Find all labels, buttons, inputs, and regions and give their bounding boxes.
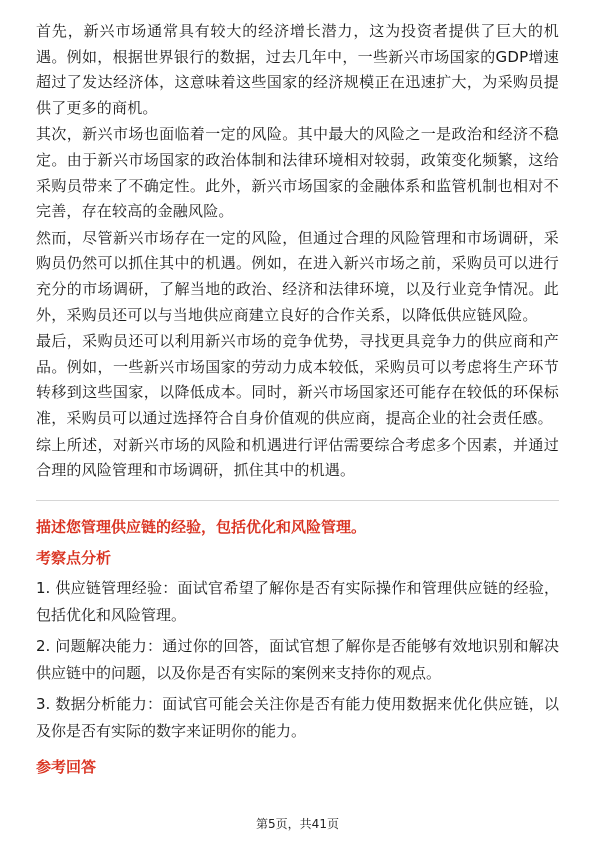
section-divider <box>36 500 559 501</box>
body-paragraph: 综上所述，对新兴市场的风险和机遇进行评估需要综合考虑多个因素，并通过合理的风险管理和市场调研，抓住其中的机遇。 <box>36 435 559 480</box>
body-paragraph: 最后，采购员还可以利用新兴市场的竞争优势，寻找更具竞争力的供应商和产品。例如，一些新兴市场国家的劳动力成本较低，采购员可以考虑将生产环节转移到这些国家，以降低成本。同时，新兴市场国家还可能存在较低的环保标准，采购员可以通过选择符合自身价值观的供应商，提高企业的社会责任感。 <box>36 332 559 427</box>
body-paragraph: 然而，尽管新兴市场存在一定的风险，但通过合理的风险管理和市场调研，采购员仍然可以抓住其中的机遇。例如，在进入新兴市场之前，采购员可以进行充分的市场调研，了解当地的政治、经济和法律环境，以及行业竞争情况。此外，采购员还可以与当地供应商建立良好的合作关系，以降低供应链风险。 <box>36 228 559 324</box>
body-paragraph: 首先，新兴市场通常具有较大的经济增长潜力，这为投资者提供了巨大的机遇。例如，根据世界银行的数据，过去几年中，一些新兴市场国家的GDP增速超过了发达经济体，这意味着这些国家的经济规模正在迅速扩大，为采购员提供了更多的商机。 <box>36 22 559 117</box>
answer-heading: 参考回答 <box>36 757 97 776</box>
analysis-heading: 考察点分析 <box>36 548 112 567</box>
analysis-point: 1. 供应链管理经验：面试官希望了解你是否有实际操作和管理供应链的经验，包括优化和风险管理。 <box>36 578 559 624</box>
page-number: 第5页，共41页 <box>256 817 339 831</box>
body-paragraph: 其次，新兴市场也面临着一定的风险。其中最大的风险之一是政治和经济不稳定。由于新兴市场国家的政治体制和法律环境相对较弱，政策变化频繁，这给采购员带来了不确定性。此外，新兴市场国家的金融体系和监管机制也相对不完善，存在较高的金融风险。 <box>36 125 559 221</box>
analysis-point: 2. 问题解决能力：通过你的回答，面试官想了解你是否能够有效地识别和解决供应链中的问题，以及你是否有实际的案例来支持你的观点。 <box>36 636 559 682</box>
document-page <box>36 19 559 784</box>
analysis-point: 3. 数据分析能力：面试官可能会关注你是否有能力使用数据来优化供应链，以及你是否有实际的数字来证明你的能力。 <box>36 694 559 740</box>
question-title: 描述您管理供应链的经验，包括优化和风险管理。 <box>36 517 367 536</box>
